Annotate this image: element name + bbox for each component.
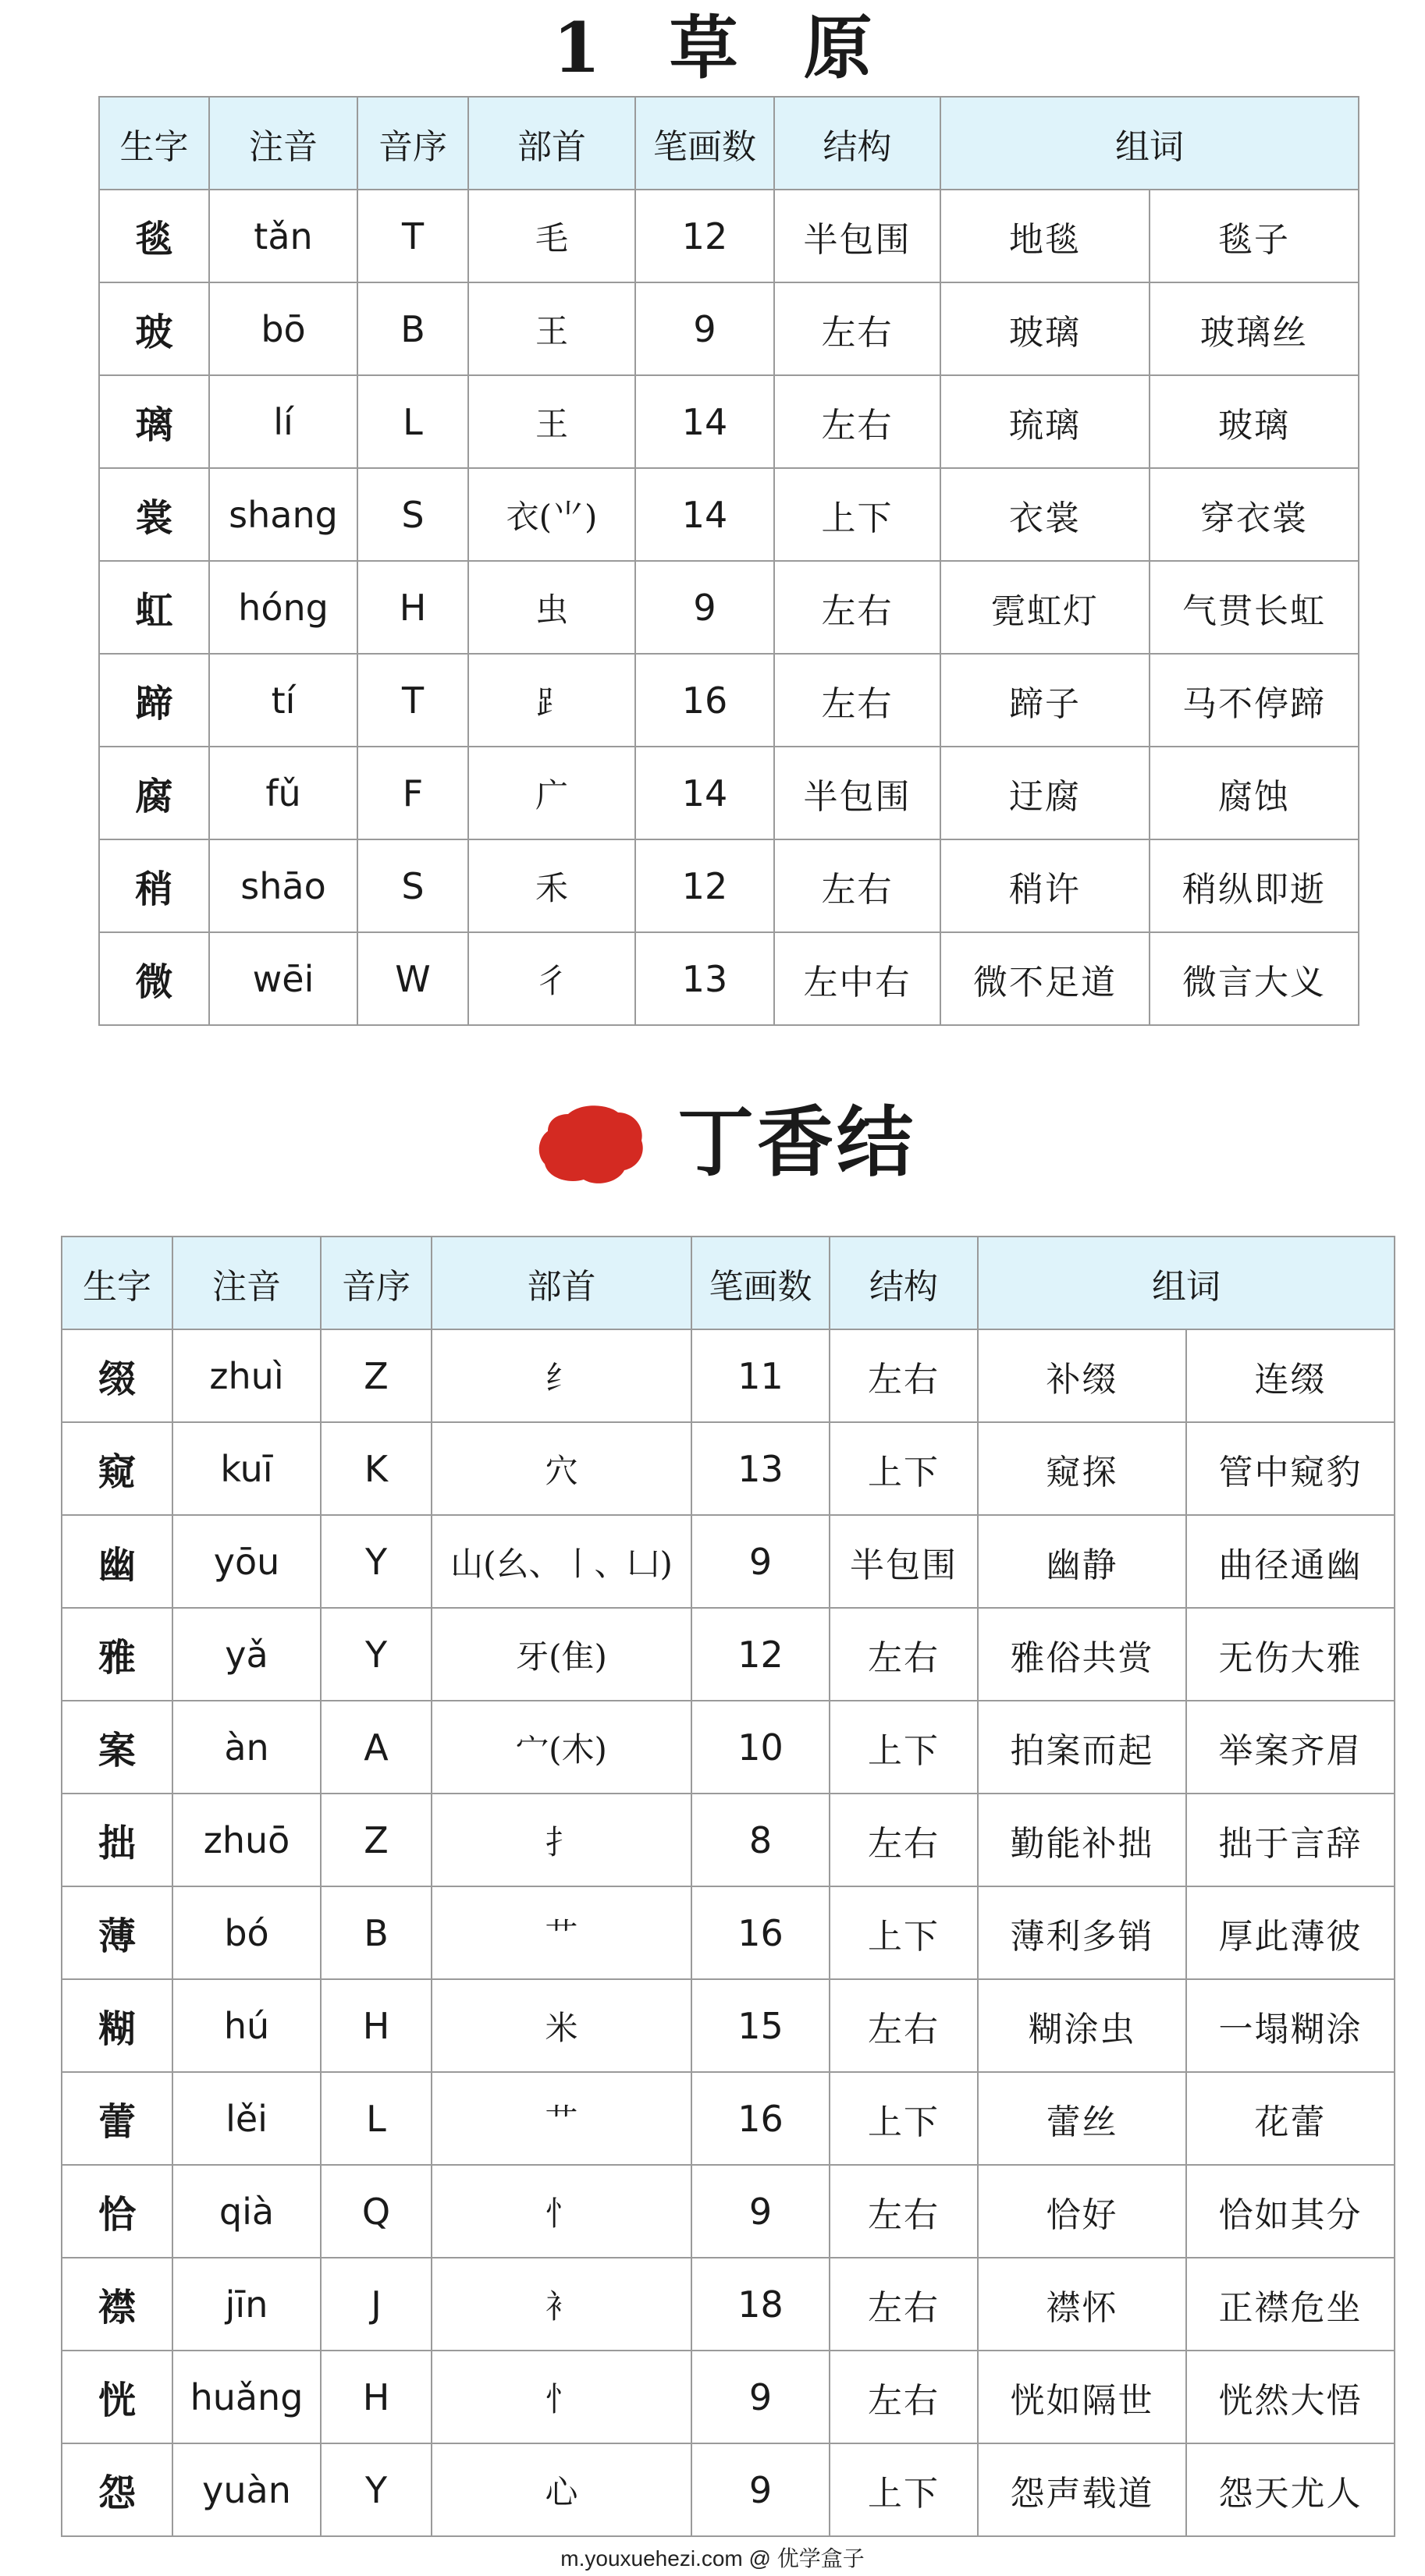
char-cell: 襟 (62, 2258, 172, 2351)
table-row (99, 839, 1359, 932)
structure-cell: 左右 (774, 561, 940, 654)
order-cell: T (357, 654, 468, 747)
radical-cell: 毛 (468, 190, 635, 282)
table-row (99, 190, 1359, 282)
radical-cell: 衤 (432, 2258, 691, 2351)
pinyin-cell: hóng (209, 561, 357, 654)
order-cell: F (357, 747, 468, 839)
table-row (62, 2351, 1395, 2443)
order-cell: Y (321, 1608, 432, 1701)
pinyin-cell: bō (209, 282, 357, 375)
char-cell: 腐 (99, 747, 209, 839)
strokes-cell: 9 (691, 2351, 830, 2443)
word-cell: 稍许 (940, 839, 1150, 932)
radical-cell: 穴 (432, 1422, 691, 1515)
word-cell: 地毯 (940, 190, 1150, 282)
char-cell: 璃 (99, 375, 209, 468)
char-cell: 微 (99, 932, 209, 1025)
pinyin-cell: hú (172, 1979, 321, 2072)
char-cell: 蕾 (62, 2072, 172, 2165)
lesson1-header-row (99, 97, 1359, 190)
strokes-cell: 13 (691, 1422, 830, 1515)
char-cell: 案 (62, 1701, 172, 1794)
word-cell: 恰好 (978, 2165, 1186, 2258)
word-cell: 拙于言辞 (1186, 1794, 1395, 1886)
pinyin-cell: àn (172, 1701, 321, 1794)
header-words: 组词 (940, 97, 1359, 190)
structure-cell: 左右 (830, 2258, 978, 2351)
char-cell: 窥 (62, 1422, 172, 1515)
lesson2-title (0, 1092, 1425, 1194)
word-cell: 连缀 (1186, 1329, 1395, 1422)
radical-cell: 扌 (432, 1794, 691, 1886)
strokes-cell: 15 (691, 1979, 830, 2072)
strokes-cell: 16 (635, 654, 774, 747)
word-cell: 穿衣裳 (1150, 468, 1359, 561)
structure-cell: 左右 (830, 2165, 978, 2258)
order-cell: K (321, 1422, 432, 1515)
structure-cell: 左右 (774, 375, 940, 468)
lesson2-header-row (62, 1237, 1395, 1329)
table-row (99, 282, 1359, 375)
word-cell: 曲径通幽 (1186, 1515, 1395, 1608)
radical-cell: 王 (468, 375, 635, 468)
order-cell: B (321, 1886, 432, 1979)
word-cell: 玻璃 (1150, 375, 1359, 468)
table-row (62, 2165, 1395, 2258)
word-cell: 蹄子 (940, 654, 1150, 747)
table-row (62, 1701, 1395, 1794)
order-cell: S (357, 839, 468, 932)
structure-cell: 上下 (830, 2072, 978, 2165)
word-cell: 正襟危坐 (1186, 2258, 1395, 2351)
pinyin-cell: lí (209, 375, 357, 468)
char-cell: 恍 (62, 2351, 172, 2443)
word-cell: 襟怀 (978, 2258, 1186, 2351)
word-cell: 无伤大雅 (1186, 1608, 1395, 1701)
word-cell: 补缀 (978, 1329, 1186, 1422)
word-cell: 迂腐 (940, 747, 1150, 839)
order-cell: B (357, 282, 468, 375)
word-cell: 恍如隔世 (978, 2351, 1186, 2443)
table-row (62, 1422, 1395, 1515)
radical-cell: 牙(隹) (432, 1608, 691, 1701)
header-structure: 结构 (774, 97, 940, 190)
lesson1-number: 1 (553, 7, 601, 88)
structure-cell: 半包围 (830, 1515, 978, 1608)
strokes-cell: 11 (691, 1329, 830, 1422)
word-cell: 薄利多销 (978, 1886, 1186, 1979)
word-cell: 琉璃 (940, 375, 1150, 468)
word-cell: 举案齐眉 (1186, 1701, 1395, 1794)
structure-cell: 左右 (774, 282, 940, 375)
pinyin-cell: yōu (172, 1515, 321, 1608)
char-cell: 拙 (62, 1794, 172, 1886)
word-cell: 恰如其分 (1186, 2165, 1395, 2258)
pinyin-cell: yuàn (172, 2443, 321, 2536)
strokes-cell: 9 (635, 282, 774, 375)
order-cell: L (321, 2072, 432, 2165)
table-row (62, 1608, 1395, 1701)
word-cell: 霓虹灯 (940, 561, 1150, 654)
structure-cell: 上下 (774, 468, 940, 561)
strokes-cell: 12 (635, 190, 774, 282)
word-cell: 厚此薄彼 (1186, 1886, 1395, 1979)
word-cell: 衣裳 (940, 468, 1150, 561)
header-char: 生字 (62, 1237, 172, 1329)
strokes-cell: 18 (691, 2258, 830, 2351)
radical-cell: 彳 (468, 932, 635, 1025)
table-row (99, 654, 1359, 747)
order-cell: H (321, 2351, 432, 2443)
structure-cell: 左右 (830, 1979, 978, 2072)
radical-cell: 宀(木) (432, 1701, 691, 1794)
strokes-cell: 14 (635, 375, 774, 468)
char-cell: 糊 (62, 1979, 172, 2072)
radical-cell: 忄 (432, 2351, 691, 2443)
radical-cell: ⻊ (468, 654, 635, 747)
radical-cell: 王 (468, 282, 635, 375)
header-strokes: 笔画数 (691, 1237, 830, 1329)
order-cell: H (357, 561, 468, 654)
header-pinyin: 注音 (172, 1237, 321, 1329)
radical-cell: 衣(⺌) (468, 468, 635, 561)
strokes-cell: 9 (691, 2443, 830, 2536)
char-cell: 蹄 (99, 654, 209, 747)
word-cell: 一塌糊涂 (1186, 1979, 1395, 2072)
header-structure: 结构 (830, 1237, 978, 1329)
pinyin-cell: shāo (209, 839, 357, 932)
word-cell: 糊涂虫 (978, 1979, 1186, 2072)
order-cell: Y (321, 1515, 432, 1608)
word-cell: 玻璃丝 (1150, 282, 1359, 375)
pinyin-cell: shang (209, 468, 357, 561)
table-row (99, 932, 1359, 1025)
char-cell: 缀 (62, 1329, 172, 1422)
header-radical: 部首 (432, 1237, 691, 1329)
word-cell: 毯子 (1150, 190, 1359, 282)
order-cell: A (321, 1701, 432, 1794)
word-cell: 怨天尤人 (1186, 2443, 1395, 2536)
word-cell: 拍案而起 (978, 1701, 1186, 1794)
table-row (99, 375, 1359, 468)
strokes-cell: 16 (691, 2072, 830, 2165)
table-row (62, 1979, 1395, 2072)
table-row (99, 747, 1359, 839)
radical-cell: 广 (468, 747, 635, 839)
structure-cell: 左右 (774, 839, 940, 932)
table-row (62, 1515, 1395, 1608)
structure-cell: 左中右 (774, 932, 940, 1025)
char-cell: 稍 (99, 839, 209, 932)
char-cell: 怨 (62, 2443, 172, 2536)
structure-cell: 左右 (830, 1794, 978, 1886)
char-cell: 虹 (99, 561, 209, 654)
word-cell: 雅俗共赏 (978, 1608, 1186, 1701)
pinyin-cell: kuī (172, 1422, 321, 1515)
word-cell: 马不停蹄 (1150, 654, 1359, 747)
strokes-cell: 14 (635, 747, 774, 839)
table-row (62, 2443, 1395, 2536)
char-cell: 玻 (99, 282, 209, 375)
table-row (62, 1329, 1395, 1422)
lesson2-title-text: 丁香结 (677, 1098, 917, 1187)
strokes-cell: 10 (691, 1701, 830, 1794)
header-words: 组词 (978, 1237, 1395, 1329)
strokes-cell: 8 (691, 1794, 830, 1886)
strokes-cell: 9 (691, 1515, 830, 1608)
radical-cell: 忄 (432, 2165, 691, 2258)
header-radical: 部首 (468, 97, 635, 190)
structure-cell: 左右 (830, 1329, 978, 1422)
word-cell: 勤能补拙 (978, 1794, 1186, 1886)
structure-cell: 左右 (830, 2351, 978, 2443)
order-cell: Y (321, 2443, 432, 2536)
order-cell: T (357, 190, 468, 282)
char-cell: 雅 (62, 1608, 172, 1701)
structure-cell: 左右 (774, 654, 940, 747)
order-cell: S (357, 468, 468, 561)
word-cell: 微言大义 (1150, 932, 1359, 1025)
radical-cell: 禾 (468, 839, 635, 932)
word-cell: 气贯长虹 (1150, 561, 1359, 654)
table-row (99, 468, 1359, 561)
pinyin-cell: qià (172, 2165, 321, 2258)
pinyin-cell: zhuō (172, 1794, 321, 1886)
char-cell: 毯 (99, 190, 209, 282)
structure-cell: 左右 (830, 1608, 978, 1701)
word-cell: 窥探 (978, 1422, 1186, 1515)
radical-cell: 心 (432, 2443, 691, 2536)
char-cell: 裳 (99, 468, 209, 561)
table-row (62, 2258, 1395, 2351)
word-cell: 幽静 (978, 1515, 1186, 1608)
word-cell: 玻璃 (940, 282, 1150, 375)
structure-cell: 上下 (830, 1886, 978, 1979)
order-cell: Z (321, 1329, 432, 1422)
word-cell: 管中窥豹 (1186, 1422, 1395, 1515)
strokes-cell: 12 (691, 1608, 830, 1701)
pinyin-cell: tǎn (209, 190, 357, 282)
structure-cell: 半包围 (774, 747, 940, 839)
word-cell: 稍纵即逝 (1150, 839, 1359, 932)
lesson2-number-badge-icon (537, 1103, 646, 1186)
lesson2-table (61, 1236, 1395, 2537)
structure-cell: 上下 (830, 1701, 978, 1794)
word-cell: 花蕾 (1186, 2072, 1395, 2165)
strokes-cell: 13 (635, 932, 774, 1025)
order-cell: L (357, 375, 468, 468)
order-cell: J (321, 2258, 432, 2351)
header-strokes: 笔画数 (635, 97, 774, 190)
pinyin-cell: yǎ (172, 1608, 321, 1701)
structure-cell: 上下 (830, 1422, 978, 1515)
strokes-cell: 9 (691, 2165, 830, 2258)
table-row (99, 561, 1359, 654)
header-order: 音序 (357, 97, 468, 190)
pinyin-cell: huǎng (172, 2351, 321, 2443)
lesson1-title-text: 草原 (669, 7, 938, 88)
radical-cell: 米 (432, 1979, 691, 2072)
order-cell: Q (321, 2165, 432, 2258)
header-char: 生字 (99, 97, 209, 190)
table-row (62, 2072, 1395, 2165)
table-row (62, 1794, 1395, 1886)
header-order: 音序 (321, 1237, 432, 1329)
word-cell: 怨声载道 (978, 2443, 1186, 2536)
char-cell: 薄 (62, 1886, 172, 1979)
lesson1-table (98, 96, 1359, 1026)
radical-cell: 艹 (432, 2072, 691, 2165)
radical-cell: 山(幺、丨、凵) (432, 1515, 691, 1608)
pinyin-cell: bó (172, 1886, 321, 1979)
word-cell: 腐蚀 (1150, 747, 1359, 839)
char-cell: 幽 (62, 1515, 172, 1608)
radical-cell: 纟 (432, 1329, 691, 1422)
order-cell: H (321, 1979, 432, 2072)
table-row (62, 1886, 1395, 1979)
strokes-cell: 14 (635, 468, 774, 561)
footer-source: m.youxuehezi.com @ 优学盒子 (560, 2546, 865, 2571)
structure-cell: 上下 (830, 2443, 978, 2536)
pinyin-cell: tí (209, 654, 357, 747)
strokes-cell: 9 (635, 561, 774, 654)
radical-cell: 虫 (468, 561, 635, 654)
pinyin-cell: zhuì (172, 1329, 321, 1422)
char-cell: 恰 (62, 2165, 172, 2258)
strokes-cell: 16 (691, 1886, 830, 1979)
lesson1-title (0, 5, 1425, 90)
order-cell: Z (321, 1794, 432, 1886)
pinyin-cell: wēi (209, 932, 357, 1025)
pinyin-cell: fǔ (209, 747, 357, 839)
order-cell: W (357, 932, 468, 1025)
word-cell: 蕾丝 (978, 2072, 1186, 2165)
pinyin-cell: jīn (172, 2258, 321, 2351)
radical-cell: 艹 (432, 1886, 691, 1979)
word-cell: 恍然大悟 (1186, 2351, 1395, 2443)
word-cell: 微不足道 (940, 932, 1150, 1025)
pinyin-cell: lěi (172, 2072, 321, 2165)
strokes-cell: 12 (635, 839, 774, 932)
header-pinyin: 注音 (209, 97, 357, 190)
structure-cell: 半包围 (774, 190, 940, 282)
